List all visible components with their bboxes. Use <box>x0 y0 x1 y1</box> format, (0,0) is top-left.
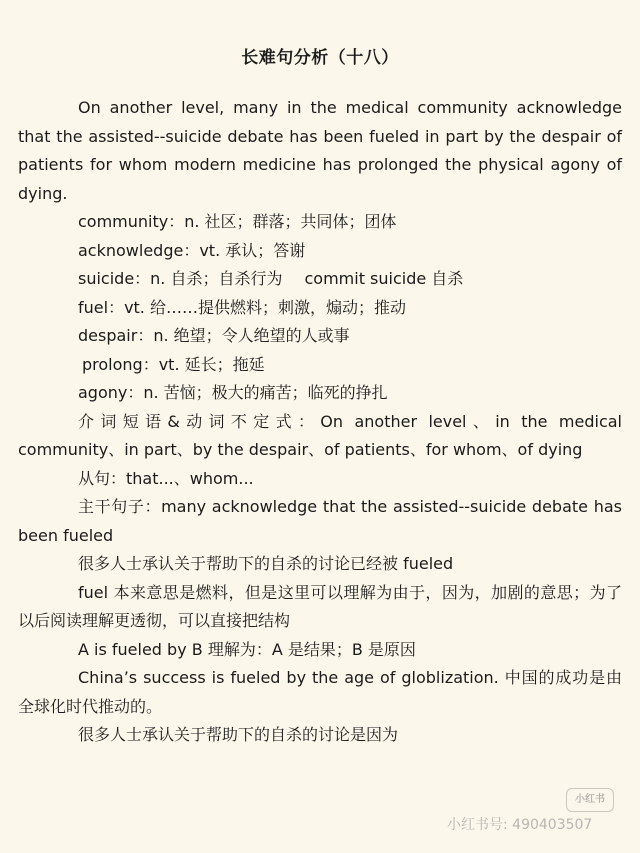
vocab-suicide-phrase: commit suicide 自杀 <box>304 269 464 288</box>
passage-paragraph: On another level, many in the medical community acknowledge that the assisted--suicide debate has been fueled in part by the despair of patients for whom modern medicine has prolonged the physical agony of dying. <box>18 98 622 203</box>
translation-partial: 很多人士承认关于帮助下的自杀的讨论已经被 fueled <box>78 554 454 573</box>
clauses-analysis: 从句：that...、whom... <box>78 468 254 488</box>
vocab-suicide <box>18 265 622 294</box>
vocab-acknowledge: acknowledge：vt. 承认；答谢 <box>78 240 306 260</box>
article-body <box>18 94 622 750</box>
vocab-agony: agony：n. 苦恼；极大的痛苦；临死的挣扎 <box>78 383 388 402</box>
page-title: 长难句分析（十八） <box>241 48 399 68</box>
translation-final: 很多人士承认关于帮助下的自杀的讨论是因为 <box>78 725 399 744</box>
vocab-suicide-definition: suicide：n. 自杀；自杀行为 <box>78 269 283 288</box>
example-sentence: China’s success is fueled by the age of globlization. 中国的成功是由全球化时代推动的。 <box>18 668 622 716</box>
vocab-despair: despair：n. 绝望；令人绝望的人或事 <box>78 326 350 345</box>
fuel-explanation: fuel 本来意思是燃料，但是这里可以理解为由于，因为，加剧的意思；为了以后阅读理解更透彻，可以直接把结构 <box>18 582 622 630</box>
vocab-prolong: prolong：vt. 延长；拖延 <box>82 354 265 374</box>
phrases-analysis: 介词短语&动词不定式：On another level、in the medical community、in part、by the despair、of patients、for whom、of dying <box>18 411 622 459</box>
vocab-fuel: fuel：vt. 给……提供燃料；刺激，煽动；推动 <box>78 297 406 317</box>
main-clause-analysis: 主干句子：many acknowledge that the assisted--suicide debate has been fueled <box>18 497 622 545</box>
watermark-text: 小红书号: 490403507 <box>447 817 593 833</box>
watermark-logo: 小红书 <box>566 788 614 812</box>
structure-explanation: A is fueled by B 理解为：A 是结果；B 是原因 <box>78 639 416 659</box>
vocab-community: community：n. 社区；群落；共同体；团体 <box>78 212 397 231</box>
